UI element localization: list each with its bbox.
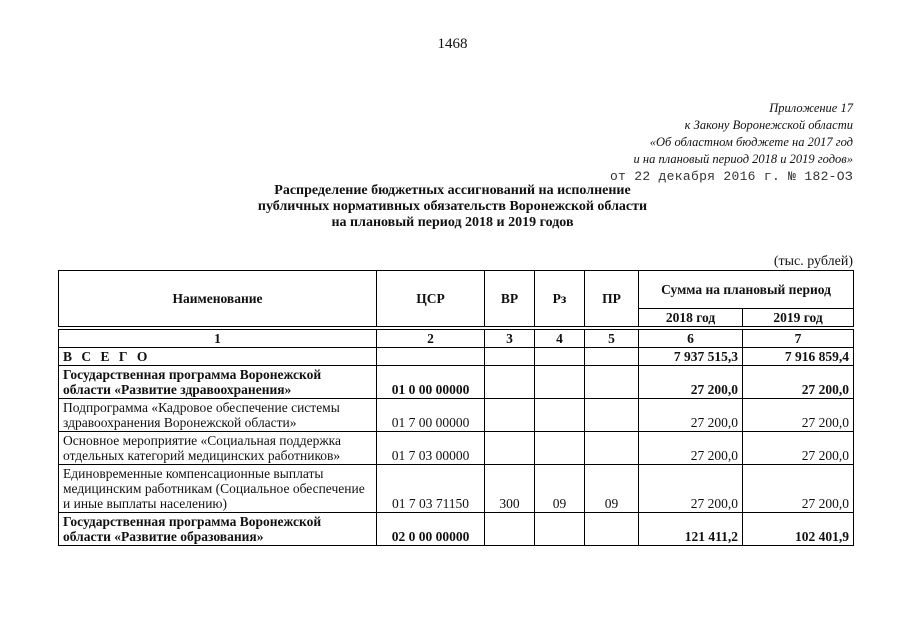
row-2019: 27 200,0	[743, 399, 854, 432]
row-csr	[377, 348, 485, 366]
row-name: Государственная программа Воронежской области «Развитие здравоохранения»	[59, 366, 377, 399]
row-pr	[585, 432, 639, 465]
header-name: Наименование	[59, 271, 377, 327]
row-pr	[585, 399, 639, 432]
index-cell: 4	[535, 330, 585, 348]
column-index-row	[59, 330, 854, 348]
row-pr: 09	[585, 465, 639, 513]
row-csr: 01 7 00 00000	[377, 399, 485, 432]
row-2018: 27 200,0	[639, 465, 743, 513]
table-row	[59, 465, 854, 513]
document-title	[0, 183, 905, 231]
row-rz	[535, 366, 585, 399]
header-csr: ЦСР	[377, 271, 485, 327]
header-rz: Рз	[535, 271, 585, 327]
header-vr: ВР	[485, 271, 535, 327]
row-pr	[585, 513, 639, 546]
index-cell: 7	[743, 330, 854, 348]
header-2019: 2019 год	[743, 309, 854, 327]
title-line: на плановый период 2018 и 2019 годов	[331, 215, 574, 230]
table-row	[59, 348, 854, 366]
row-vr	[485, 348, 535, 366]
row-vr	[485, 366, 535, 399]
row-2018: 7 937 515,3	[639, 348, 743, 366]
row-csr: 01 7 03 00000	[377, 432, 485, 465]
appendix-line: и на плановый период 2018 и 2019 годов»	[633, 152, 853, 166]
appendix-line: к Закону Воронежской области	[684, 118, 853, 132]
table-row	[59, 399, 854, 432]
table-row	[59, 366, 854, 399]
index-cell: 1	[59, 330, 377, 348]
row-name: В С Е Г О	[59, 348, 377, 366]
row-name: Подпрограмма «Кадровое обеспечение системы здравоохранения Воронежской области»	[59, 399, 377, 432]
row-rz	[535, 348, 585, 366]
row-csr: 01 7 03 71150	[377, 465, 485, 513]
row-name: Единовременные компенсационные выплаты медицинским работникам (Социальное обеспечение и иные выплаты населению)	[59, 465, 377, 513]
appendix-line: Приложение 17	[769, 101, 853, 115]
date-stamp: от 22 декабря 2016 г. № 182-ОЗ	[609, 169, 853, 184]
title-line: публичных нормативных обязательств Воронежской области	[257, 199, 648, 214]
row-2019: 27 200,0	[743, 366, 854, 399]
row-vr: 300	[485, 465, 535, 513]
row-2019: 102 401,9	[743, 513, 854, 546]
budget-table	[58, 329, 854, 546]
page-number: 1468	[437, 36, 468, 52]
index-cell: 5	[585, 330, 639, 348]
row-rz	[535, 513, 585, 546]
row-2018: 27 200,0	[639, 366, 743, 399]
row-name: Основное мероприятие «Социальная поддержка отдельных категорий медицинских работников»	[59, 432, 377, 465]
title-line: Распределение бюджетных ассигнований на исполнение	[274, 183, 631, 198]
header-pr: ПР	[585, 271, 639, 327]
row-rz	[535, 432, 585, 465]
row-2019: 27 200,0	[743, 432, 854, 465]
row-2018: 27 200,0	[639, 399, 743, 432]
row-2018: 121 411,2	[639, 513, 743, 546]
row-rz	[535, 399, 585, 432]
table-row	[59, 432, 854, 465]
row-vr	[485, 432, 535, 465]
unit-note: (тыс. рублей)	[773, 254, 853, 269]
row-2019: 7 916 859,4	[743, 348, 854, 366]
table-row	[59, 513, 854, 546]
header-sum: Сумма на плановый период	[639, 271, 854, 309]
appendix-reference	[610, 100, 853, 185]
row-vr	[485, 399, 535, 432]
appendix-line: «Об областном бюджете на 2017 год	[649, 135, 853, 149]
row-csr: 02 0 00 00000	[377, 513, 485, 546]
row-pr	[585, 366, 639, 399]
index-cell: 6	[639, 330, 743, 348]
row-vr	[485, 513, 535, 546]
header-2018: 2018 год	[639, 309, 743, 327]
row-2018: 27 200,0	[639, 432, 743, 465]
row-csr: 01 0 00 00000	[377, 366, 485, 399]
row-name: Государственная программа Воронежской области «Развитие образования»	[59, 513, 377, 546]
index-cell: 3	[485, 330, 535, 348]
row-rz: 09	[535, 465, 585, 513]
index-cell: 2	[377, 330, 485, 348]
row-pr	[585, 348, 639, 366]
table-header	[58, 270, 854, 327]
row-2019: 27 200,0	[743, 465, 854, 513]
